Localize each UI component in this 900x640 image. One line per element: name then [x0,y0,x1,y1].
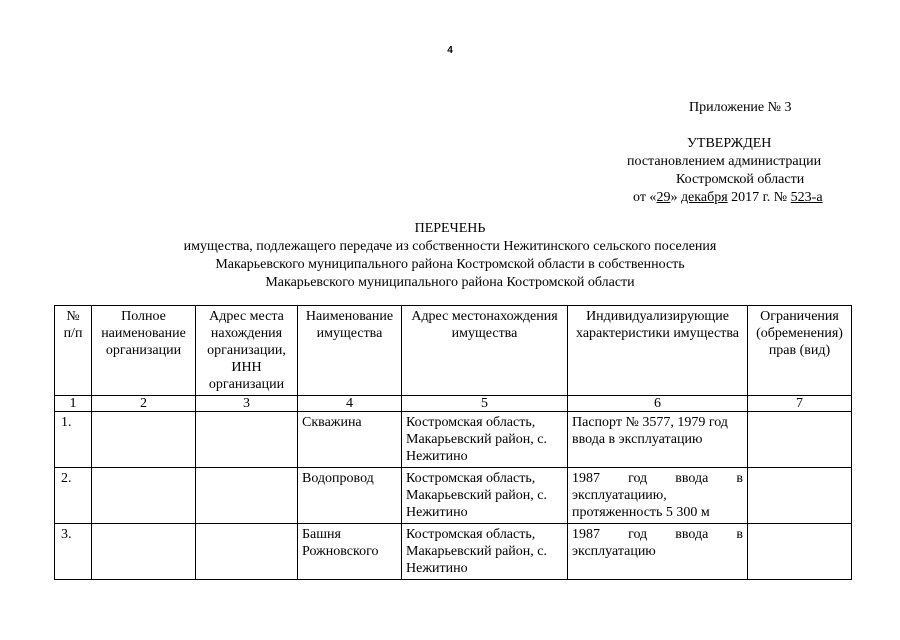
header-cell-org-address: Адрес места нахождения организации, ИНН организации [196,306,298,396]
char-word: ввода [675,471,709,486]
row-org [92,524,196,580]
row-property-address: Костромская область, Макарьевский район, с. Нежитино [402,412,568,468]
row-org [92,412,196,468]
char-word: ввода [675,527,709,542]
row-number: 1. [55,412,92,468]
row-property-address: Костромская область, Макарьевский район, с. Нежитино [402,468,568,524]
header-cell-characteristics: Индивидуализирующие характеристики имущества [568,306,748,396]
date-day: 29 [656,190,671,205]
char-word: 1987 [572,471,600,486]
list-title [0,220,900,292]
list-title-line-3: Макарьевского муниципального района Костромской области [265,275,635,290]
column-number: 1 [55,396,92,412]
header-cell-name: Наименование имущества [298,306,402,396]
row-characteristics: Паспорт № 3577, 1979 год ввода в эксплуатацию [568,412,748,468]
header-cell-num: № п/п [55,306,92,396]
characteristics-first-line [572,526,743,543]
char-word: в [736,471,743,486]
appendix-label: Приложение № 3 [689,100,792,115]
date-mid: » [670,190,681,205]
row-property-name: Башня Рожновского [298,524,402,580]
table-row [55,468,852,524]
characteristics-rest: эксплуатацию [572,544,656,559]
approval-block [620,135,836,207]
characteristics-first-line [572,470,743,487]
characteristics-rest: эксплуатациию, протяженность 5 300 м [572,488,710,520]
column-number: 2 [92,396,196,412]
row-restrictions [748,412,852,468]
row-number: 2. [55,468,92,524]
column-number: 3 [196,396,298,412]
header-cell-restrictions: Ограничения (обременения) прав (вид) [748,306,852,396]
decree-number: 523-а [790,190,823,205]
column-number: 5 [402,396,568,412]
row-org-address [196,524,298,580]
approval-line-1: постановлением администрации [627,154,822,169]
row-characteristics [568,468,748,524]
column-number: 4 [298,396,402,412]
column-number: 6 [568,396,748,412]
date-prefix: от « [633,190,657,205]
row-property-name: Скважина [298,412,402,468]
row-restrictions [748,468,852,524]
date-year: 2017 г. № [727,190,791,205]
table-header-row [55,306,852,396]
row-characteristics [568,524,748,580]
row-property-name: Водопровод [298,468,402,524]
row-org-address [196,468,298,524]
page-number: 4 [447,45,453,56]
list-heading: ПЕРЕЧЕНЬ [414,221,486,236]
column-number-row [55,396,852,412]
approval-line-2: Костромской области [676,172,805,187]
list-title-line-1: имущества, подлежащего передаче из собственности Нежитинского сельского поселения [183,239,717,254]
column-number: 7 [748,396,852,412]
row-org-address [196,412,298,468]
list-title-line-2: Макарьевского муниципального района Костромской области в собственность [215,257,685,272]
property-table [54,305,852,580]
char-word: год [628,471,648,486]
date-month: декабря [680,190,728,205]
row-number: 3. [55,524,92,580]
char-word: в [736,527,743,542]
char-word: год [628,527,648,542]
row-org [92,468,196,524]
header-cell-address: Адрес местонахождения имущества [402,306,568,396]
approval-title: УТВЕРЖДЕН [687,136,772,151]
header-cell-org: Полное наименование организации [92,306,196,396]
table-row [55,524,852,580]
table-row [55,412,852,468]
row-property-address: Костромская область, Макарьевский район, с. Нежитино [402,524,568,580]
char-word: 1987 [572,527,600,542]
row-restrictions [748,524,852,580]
approval-date-line [620,189,836,207]
